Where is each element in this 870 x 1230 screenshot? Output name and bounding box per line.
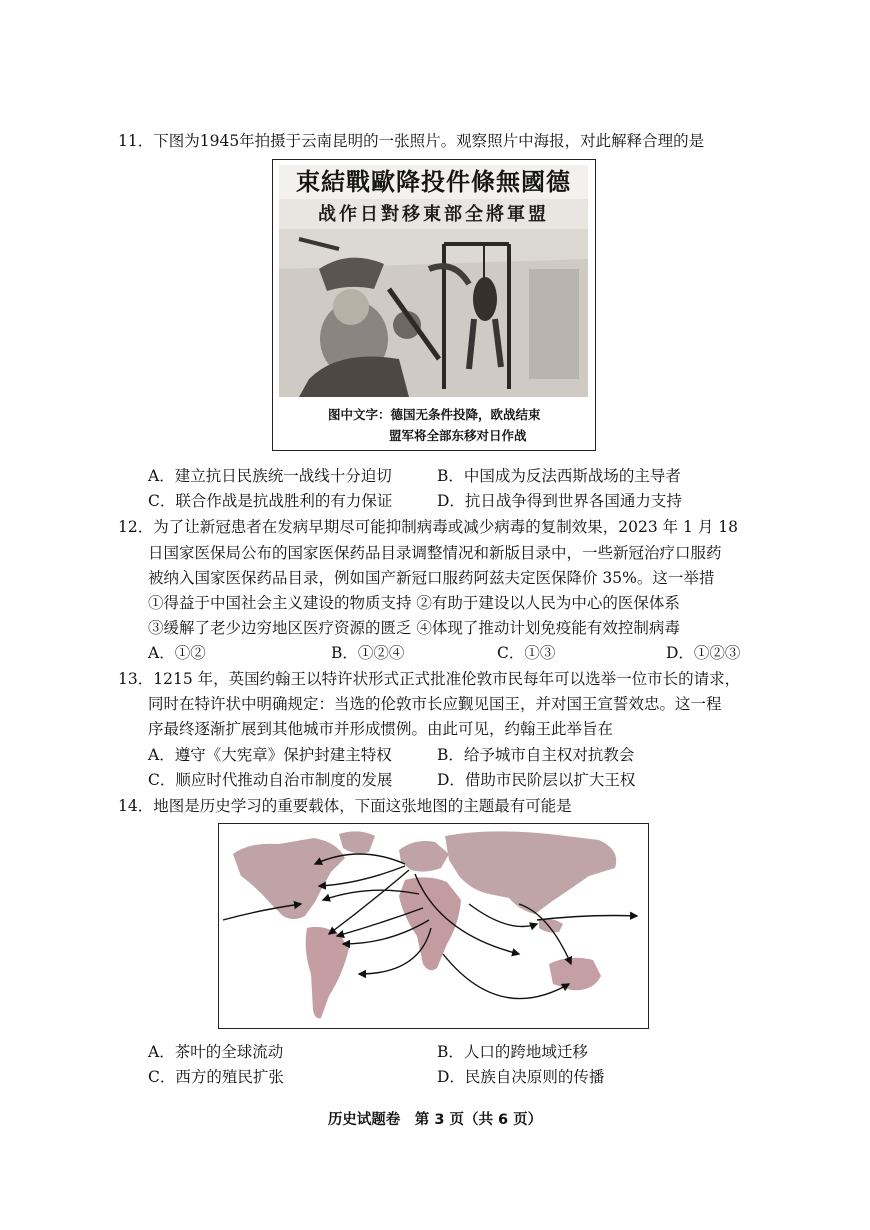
question-stem-line-2: 日国家医保局公布的国家医保药品目录调整情况和新版目录中，一些新冠治疗口服药 bbox=[148, 544, 722, 562]
question-number: 12． bbox=[118, 518, 154, 536]
poster-subline: 战作日對移東部全將軍盟 bbox=[318, 204, 549, 225]
q12-option-c[interactable]: C．①③ bbox=[497, 644, 556, 662]
poster-illustration bbox=[279, 229, 588, 397]
q13-option-a[interactable]: A．遵守《大宪章》保护封建主特权 bbox=[148, 746, 392, 764]
question-stem-line-1: 为了让新冠患者在发病早期尽可能抑制病毒或减少病毒的复制效果，2023 年 1 月 18 bbox=[153, 518, 738, 536]
world-map-graphic bbox=[219, 824, 647, 1027]
q12-option-b[interactable]: B．①②④ bbox=[331, 644, 405, 662]
world-map bbox=[218, 823, 649, 1029]
statement-3-4: ③缓解了老少边穷地区医疗资源的匮乏 ④体现了推动计划免疫能有效控制病毒 bbox=[148, 619, 680, 637]
q11-option-b[interactable]: B．中国成为反法西斯战场的主导者 bbox=[437, 467, 681, 485]
q13-option-c[interactable]: C．顺应时代推动自治市制度的发展 bbox=[148, 771, 393, 789]
question-14 bbox=[118, 795, 572, 817]
question-stem-line-2: 同时在特许状中明确规定：当选的伦敦市长应觐见国王，并对国王宣誓效忠。这一程 bbox=[148, 695, 722, 713]
question-number: 14． bbox=[118, 797, 154, 815]
q14-option-b[interactable]: B．人口的跨地域迁移 bbox=[437, 1043, 588, 1061]
caption-line-2: 盟军将全部东移对日作战 bbox=[389, 428, 527, 443]
q14-option-d[interactable]: D．民族自决原则的传播 bbox=[437, 1068, 605, 1086]
question-stem-line-1: 1215 年，英国约翰王以特许状形式正式批准伦敦市民每年可以选举一位市长的请求， bbox=[153, 670, 741, 688]
q11-option-d[interactable]: D．抗日战争得到世界各国通力支持 bbox=[437, 492, 682, 510]
poster-headline: 束結戰歐降投件條無國德 bbox=[279, 165, 588, 199]
q11-option-a[interactable]: A．建立抗日民族统一战线十分迫切 bbox=[148, 467, 392, 485]
photo-caption bbox=[273, 404, 595, 446]
historical-photo bbox=[272, 159, 596, 451]
question-number: 11． bbox=[118, 132, 154, 150]
poster-image bbox=[279, 165, 588, 397]
q12-option-a[interactable]: A．①② bbox=[148, 644, 206, 662]
q14-option-a[interactable]: A．茶叶的全球流动 bbox=[148, 1043, 284, 1061]
question-stem-line-3: 序最终逐渐扩展到其他城市并形成惯例。由此可见，约翰王此举旨在 bbox=[148, 720, 614, 738]
question-11 bbox=[118, 130, 704, 152]
q13-option-b[interactable]: B．给予城市自主权对抗教会 bbox=[437, 746, 635, 764]
question-stem: 下图为1945年拍摄于云南昆明的一张照片。观察照片中海报，对此解释合理的是 bbox=[153, 132, 705, 150]
q14-option-c[interactable]: C．西方的殖民扩张 bbox=[148, 1068, 284, 1086]
q12-option-d[interactable]: D．①②③ bbox=[666, 644, 741, 662]
question-12 bbox=[118, 516, 738, 538]
q13-option-d[interactable]: D．借助市民阶层以扩大王权 bbox=[437, 771, 636, 789]
question-number: 13． bbox=[118, 670, 154, 688]
page-footer: 历史试题卷 第 3 页（共 6 页） bbox=[327, 1112, 543, 1128]
question-13 bbox=[118, 668, 740, 690]
question-stem: 地图是历史学习的重要载体，下面这张地图的主题最有可能是 bbox=[153, 797, 572, 815]
statement-1-2: ①得益于中国社会主义建设的物质支持 ②有助于建设以人民为中心的医保体系 bbox=[148, 594, 680, 612]
caption-line-1: 图中文字：德国无条件投降，欧战结束 bbox=[328, 407, 541, 422]
question-stem-line-3: 被纳入国家医保药品目录，例如国产新冠口服药阿兹夫定医保降价 35%。这一举措 bbox=[148, 569, 715, 587]
q11-option-c[interactable]: C．联合作战是抗战胜利的有力保证 bbox=[148, 492, 393, 510]
